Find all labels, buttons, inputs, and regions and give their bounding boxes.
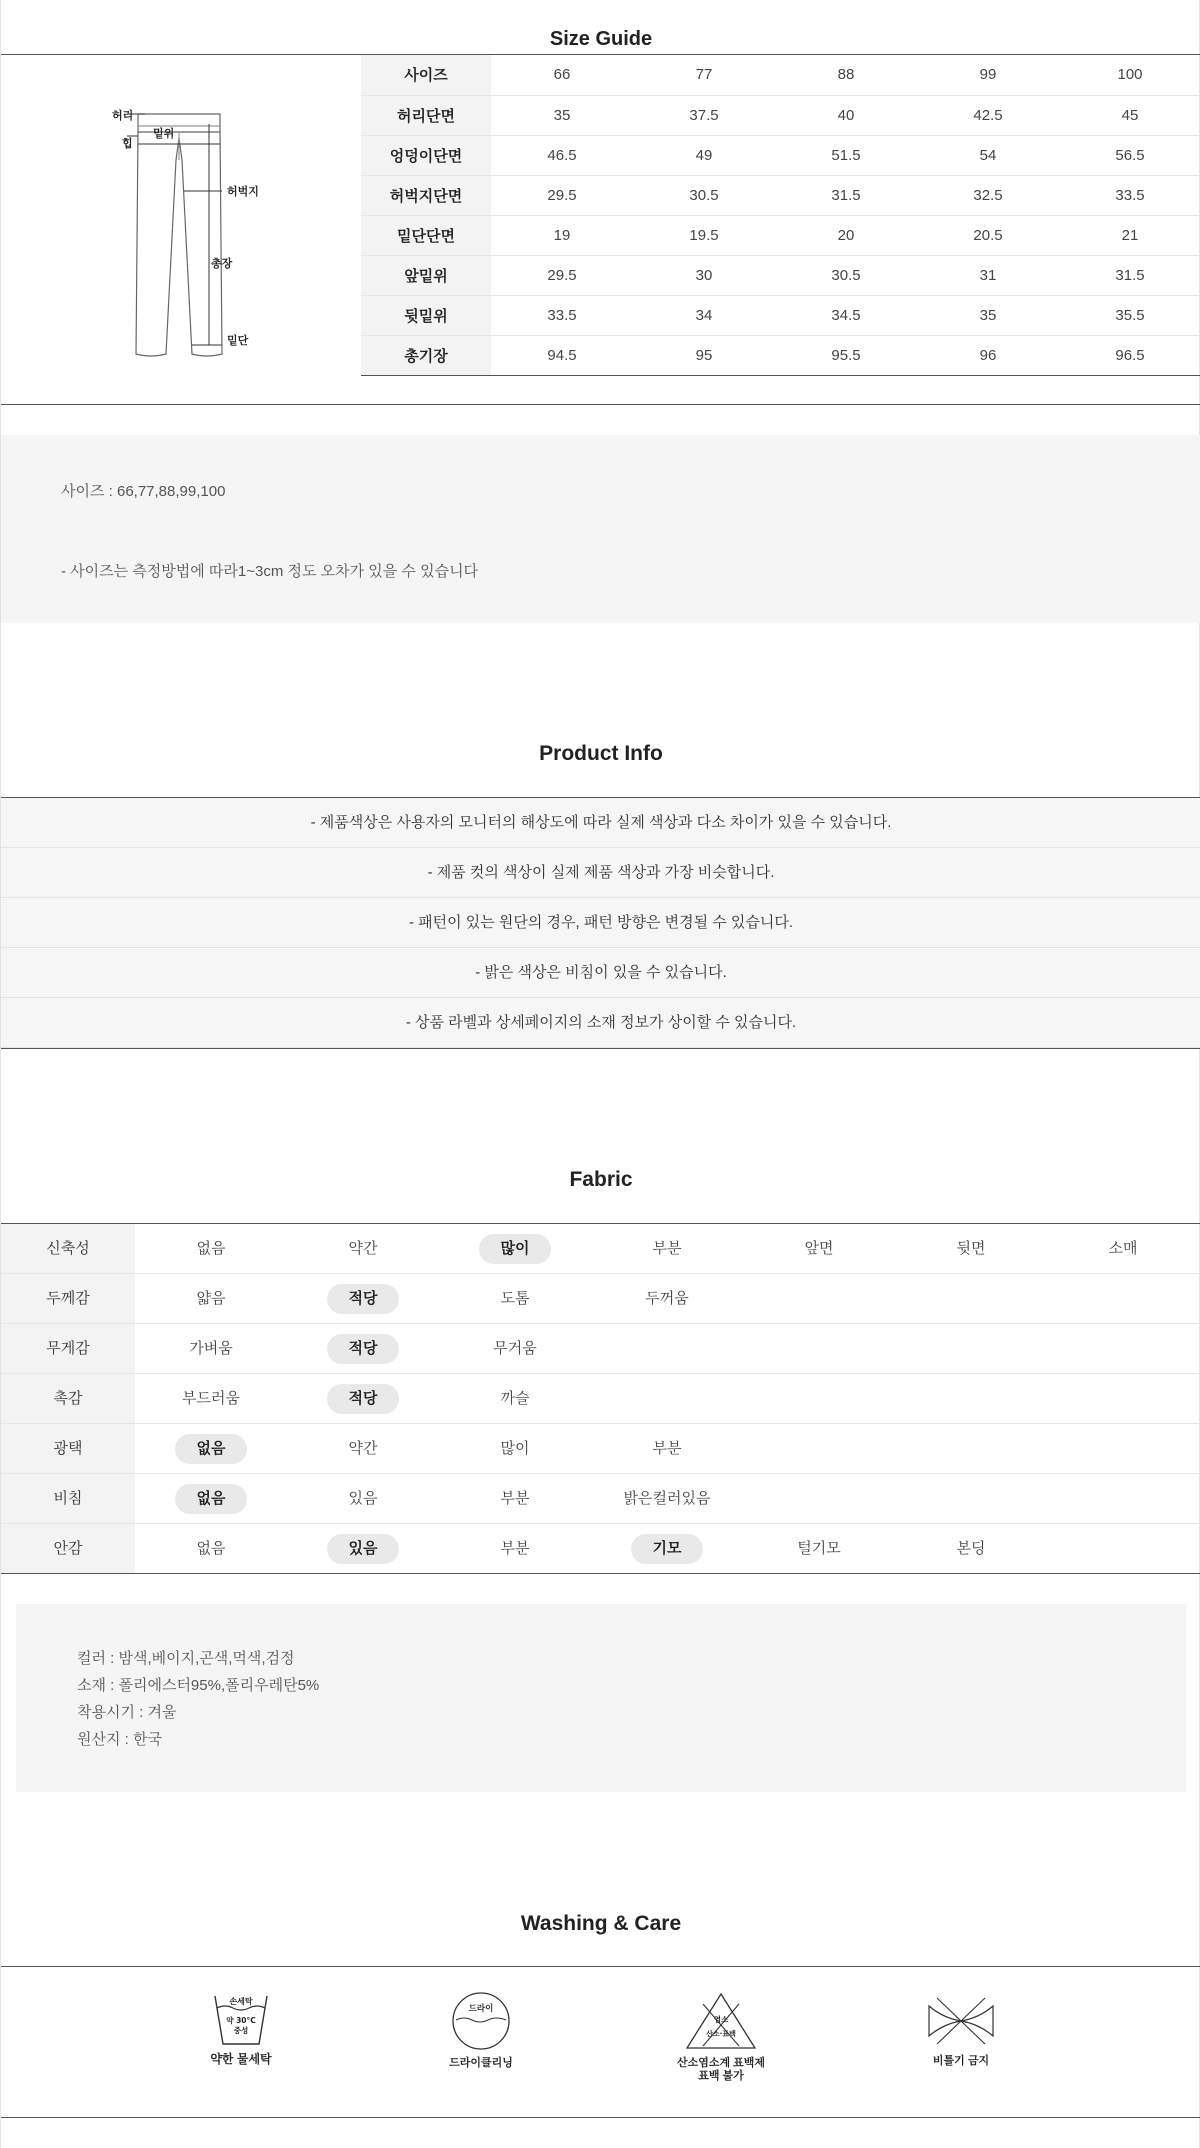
size-cell: 29.5 (491, 175, 633, 215)
size-row (361, 135, 1200, 175)
size-cell: 95.5 (775, 335, 917, 375)
fabric-option (287, 1424, 439, 1473)
fabric-option-label: 털기모 (797, 1540, 841, 1557)
size-table (361, 55, 1200, 376)
size-cell: 96 (917, 335, 1059, 375)
size-cell: 40 (775, 95, 917, 135)
sizes-note: 사이즈 : 66,77,88,99,100 (61, 483, 226, 500)
fabric-option (439, 1524, 591, 1573)
fabric-option-label: 많이 (500, 1440, 530, 1457)
fabric-option (591, 1424, 743, 1473)
size-cell: 77 (633, 55, 775, 95)
fabric-option-selected (135, 1474, 287, 1523)
divider (1, 404, 1200, 405)
fabric-option-selected (287, 1374, 439, 1423)
fabric-option-label: 본딩 (956, 1540, 986, 1557)
fabric-option (135, 1374, 287, 1423)
fabric-option (439, 1474, 591, 1523)
size-row-label: 뒷밑위 (361, 295, 491, 335)
divider (1, 1048, 1200, 1049)
fabric-row (1, 1224, 1200, 1274)
fabric-option-selected (439, 1224, 591, 1273)
care-caption: 드라이클리닝 (449, 2057, 513, 2069)
label-thigh: 허벅지 (227, 186, 259, 198)
fabric-option-label: 까슬 (500, 1390, 530, 1407)
fabric-option (743, 1524, 895, 1573)
size-cell: 34 (633, 295, 775, 335)
info-note: - 상품 라벨과 상세페이지의 소재 정보가 상이할 수 있습니다. (1, 998, 1200, 1048)
label-hip: 힙 (122, 138, 133, 150)
fabric-option-label: 두꺼움 (645, 1290, 689, 1307)
fabric-option (439, 1324, 591, 1373)
size-cell: 33.5 (491, 295, 633, 335)
fabric-option-label: 앞면 (804, 1240, 834, 1257)
fabric-option (1047, 1224, 1199, 1273)
dry-clean-text: 드라이 (468, 2004, 494, 2014)
fabric-option-label: 도톰 (500, 1290, 530, 1307)
care-caption: 산소염소계 표백제 (676, 2057, 766, 2069)
fabric-option-label: 기모 (631, 1534, 704, 1564)
fabric-option-label: 부분 (500, 1490, 530, 1507)
size-cell: 46.5 (491, 135, 633, 175)
size-row-label: 밑단단면 (361, 215, 491, 255)
no-bleach-icon (681, 1990, 761, 2052)
fabric-row (1, 1524, 1200, 1574)
size-cell: 30.5 (775, 255, 917, 295)
fabric-option-label: 밝은컬러있음 (623, 1490, 711, 1507)
fabric-row-label: 광택 (1, 1424, 135, 1473)
fabric-spec-line: 소재 : 폴리에스터95%,폴리우레탄5% (77, 1677, 320, 1694)
size-cell: 51.5 (775, 135, 917, 175)
fabric-option (895, 1224, 1047, 1273)
info-note: - 밝은 색상은 비침이 있을 수 있습니다. (1, 948, 1200, 998)
hand-wash-detergent: 중성 (233, 2026, 249, 2035)
size-cell: 54 (917, 135, 1059, 175)
size-row-label: 총기장 (361, 335, 491, 375)
size-cell: 34.5 (775, 295, 917, 335)
size-cell: 35 (917, 295, 1059, 335)
fabric-row-label: 안감 (1, 1524, 135, 1573)
info-note: - 제품 컷의 색상이 실제 제품 색상과 가장 비슷합니다. (1, 848, 1200, 898)
fabric-option-label: 많이 (479, 1234, 552, 1264)
size-row-label: 사이즈 (361, 55, 491, 95)
size-row (361, 295, 1200, 335)
fabric-option-selected (287, 1324, 439, 1373)
fabric-option (439, 1374, 591, 1423)
fabric-option-label: 무거움 (493, 1340, 537, 1357)
fabric-option-label: 약간 (348, 1240, 378, 1257)
size-cell: 29.5 (491, 255, 633, 295)
care-dry-clean (421, 1990, 541, 2070)
size-row-label: 허리단면 (361, 95, 491, 135)
fabric-row-label: 촉감 (1, 1374, 135, 1423)
fabric-option-label: 얇음 (196, 1290, 226, 1307)
hand-wash-temp: 약 30°C (226, 2016, 256, 2025)
label-rise: 밑위 (153, 128, 175, 140)
size-row-label: 앞밑위 (361, 255, 491, 295)
info-note: - 제품색상은 사용자의 모니터의 해상도에 따라 실제 색상과 다소 차이가 있을 수 있습니다. (1, 798, 1200, 848)
divider (1, 1573, 1200, 1574)
fabric-option-label: 있음 (327, 1534, 400, 1564)
care-no-bleach (661, 1990, 781, 2083)
size-guide-title: Size Guide (549, 28, 653, 50)
label-hem: 밑단 (227, 335, 249, 347)
size-cell: 31 (917, 255, 1059, 295)
fabric-option-label: 부드러움 (182, 1390, 240, 1407)
fabric-option-selected (287, 1274, 439, 1323)
fabric-option (135, 1524, 287, 1573)
size-row-label: 엉덩이단면 (361, 135, 491, 175)
fabric-row-label: 두께감 (1, 1274, 135, 1323)
fabric-option (135, 1324, 287, 1373)
size-cell: 45 (1059, 95, 1200, 135)
bleach-bot: 산소·표백 (706, 2030, 736, 2038)
fabric-spec-line: 컬러 : 밤색,베이지,곤색,먹색,검정 (77, 1650, 295, 1667)
fabric-option-label: 적당 (327, 1334, 400, 1364)
fabric-option-selected (591, 1524, 743, 1573)
size-cell: 30.5 (633, 175, 775, 215)
bleach-top: 염소 (713, 2015, 729, 2024)
size-cell: 95 (633, 335, 775, 375)
fabric-option (439, 1274, 591, 1323)
care-no-wring (901, 1990, 1021, 2068)
fabric-row (1, 1424, 1200, 1474)
fabric-option-label: 뒷면 (956, 1240, 986, 1257)
size-row (361, 55, 1200, 95)
size-cell: 35 (491, 95, 633, 135)
size-row (361, 335, 1200, 375)
fabric-option (135, 1274, 287, 1323)
size-cell: 30 (633, 255, 775, 295)
fabric-option-selected (135, 1424, 287, 1473)
fabric-option-label: 없음 (196, 1240, 226, 1257)
fabric-specs-box (16, 1604, 1186, 1792)
fabric-option (591, 1474, 743, 1523)
fabric-row (1, 1374, 1200, 1424)
care-caption: 비틀기 금지 (932, 2055, 990, 2067)
divider (1, 2117, 1200, 2118)
size-cell: 56.5 (1059, 135, 1200, 175)
fabric-row (1, 1274, 1200, 1324)
size-cell: 42.5 (917, 95, 1059, 135)
care-caption-2: 표백 불가 (698, 2070, 744, 2082)
size-notes-box (1, 435, 1200, 623)
fabric-option-label: 가벼움 (189, 1340, 233, 1357)
fabric-row-label: 신축성 (1, 1224, 135, 1273)
size-cell: 100 (1059, 55, 1200, 95)
size-cell: 66 (491, 55, 633, 95)
size-row (361, 255, 1200, 295)
fabric-option-label: 부분 (500, 1540, 530, 1557)
size-cell: 31.5 (775, 175, 917, 215)
fabric-option (591, 1224, 743, 1273)
fabric-spec-line: 원산지 : 한국 (77, 1731, 162, 1748)
washing-title: Washing & Care (520, 1912, 682, 1935)
size-cell: 99 (917, 55, 1059, 95)
fabric-spec-line: 착용시기 : 겨울 (77, 1704, 177, 1721)
size-cell: 19 (491, 215, 633, 255)
fabric-row-label: 무게감 (1, 1324, 135, 1373)
fabric-option (895, 1524, 1047, 1573)
measure-note: - 사이즈는 측정방법에 따라1~3cm 정도 오차가 있을 수 있습니다 (61, 563, 479, 580)
fabric-option-label: 적당 (327, 1384, 400, 1414)
info-note: - 패턴이 있는 원단의 경우, 패턴 방향은 변경될 수 있습니다. (1, 898, 1200, 948)
fabric-option-label: 없음 (175, 1484, 248, 1514)
size-row (361, 175, 1200, 215)
size-row (361, 215, 1200, 255)
hand-wash-icon (201, 1990, 281, 2050)
fabric-option-label: 부분 (652, 1440, 682, 1457)
size-cell: 31.5 (1059, 255, 1200, 295)
dry-clean-icon (446, 1990, 516, 2052)
no-wring-icon (921, 1990, 1001, 2050)
fabric-option-label: 없음 (175, 1434, 248, 1464)
product-info-title: Product Info (539, 742, 663, 765)
fabric-option (439, 1424, 591, 1473)
fabric-option (135, 1224, 287, 1273)
care-caption: 약한 물세탁 (210, 2052, 272, 2066)
size-cell: 33.5 (1059, 175, 1200, 215)
care-hand-wash (181, 1990, 301, 2066)
fabric-row (1, 1474, 1200, 1524)
fabric-option (743, 1224, 895, 1273)
size-cell: 96.5 (1059, 335, 1200, 375)
divider (1, 1966, 1200, 1967)
fabric-option (287, 1224, 439, 1273)
size-cell: 32.5 (917, 175, 1059, 215)
label-waist: 허리 (112, 110, 134, 122)
size-cell: 20 (775, 215, 917, 255)
size-cell: 20.5 (917, 215, 1059, 255)
size-cell: 94.5 (491, 335, 633, 375)
fabric-option-label: 있음 (348, 1490, 378, 1507)
fabric-title: Fabric (569, 1168, 633, 1191)
label-length: 총장 (211, 258, 233, 270)
size-cell: 88 (775, 55, 917, 95)
fabric-option-label: 부분 (652, 1240, 682, 1257)
size-cell: 49 (633, 135, 775, 175)
size-cell: 35.5 (1059, 295, 1200, 335)
fabric-option-label: 약간 (348, 1440, 378, 1457)
size-row-label: 허벅지단면 (361, 175, 491, 215)
fabric-option-label: 없음 (196, 1540, 226, 1557)
fabric-option-selected (287, 1524, 439, 1573)
fabric-row-label: 비침 (1, 1474, 135, 1523)
size-row (361, 95, 1200, 135)
fabric-option-label: 소매 (1108, 1240, 1138, 1257)
fabric-option-label: 적당 (327, 1284, 400, 1314)
size-cell: 21 (1059, 215, 1200, 255)
fabric-option (287, 1474, 439, 1523)
fabric-option (591, 1274, 743, 1323)
size-cell: 37.5 (633, 95, 775, 135)
hand-wash-top: 손세탁 (229, 1997, 253, 2006)
fabric-row (1, 1324, 1200, 1374)
size-cell: 19.5 (633, 215, 775, 255)
